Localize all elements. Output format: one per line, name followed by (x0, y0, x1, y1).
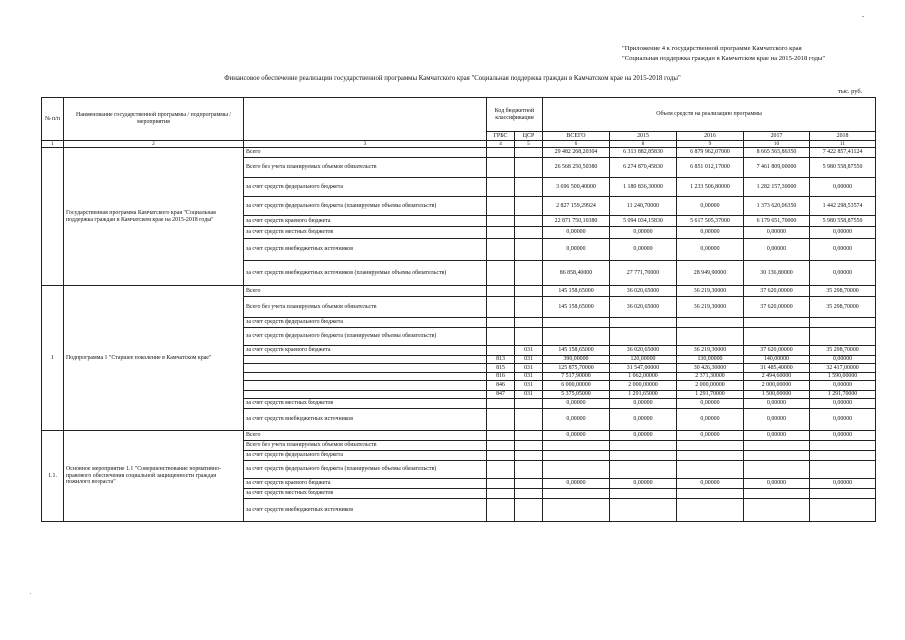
cell-total: 22 871 750,10380 (543, 216, 610, 227)
row-num: 1 (42, 286, 64, 431)
cell-y2017: 2 494,60000 (744, 373, 810, 381)
cell-y2015 (610, 461, 677, 479)
cell-y2016 (677, 499, 744, 522)
cell-y2016: 28 949,90000 (677, 261, 744, 286)
cell-y2015 (610, 451, 677, 461)
cell-grbs (487, 409, 515, 431)
cell-total: 7 517,90000 (543, 373, 610, 381)
cell-y2018: 5 980 558,87550 (810, 216, 876, 227)
cell-y2016 (677, 489, 744, 499)
cell-y2016: 0,00000 (677, 197, 744, 216)
unit-label: тыс. руб. (838, 88, 863, 95)
header-csr: ЦСР (515, 132, 543, 141)
cell-y2015: 0,00000 (610, 239, 677, 261)
funding-source-label: за счет средств краевого бюджета (244, 216, 487, 227)
cell-y2018: 1 590,00000 (810, 373, 876, 381)
funding-source-label (244, 381, 487, 391)
cell-y2017 (744, 328, 810, 346)
cell-y2017: 0,00000 (744, 431, 810, 441)
header-2017: 2017 (744, 132, 810, 141)
header-volume-group: Объем средств на реализацию программы (543, 98, 876, 132)
cell-csr: 031 (515, 356, 543, 364)
cell-y2016: 130,00000 (677, 356, 744, 364)
cell-total: 6 000,00000 (543, 381, 610, 391)
cell-y2017 (744, 441, 810, 451)
cell-grbs (487, 216, 515, 227)
cell-y2016: 36 219,30000 (677, 286, 744, 297)
cell-csr (515, 451, 543, 461)
cell-csr: 031 (515, 346, 543, 356)
cell-y2015 (610, 499, 677, 522)
cell-y2018: 0,00000 (810, 381, 876, 391)
funding-source-label: за счет средств федерального бюджета (244, 178, 487, 197)
cell-csr: 031 (515, 381, 543, 391)
cell-y2017: 2 000,00000 (744, 381, 810, 391)
cell-y2018: 0,00000 (810, 409, 876, 431)
funding-source-label (244, 364, 487, 373)
funding-source-label: за счет средств краевого бюджета (244, 479, 487, 489)
cell-y2016: 36 219,30000 (677, 297, 744, 318)
cell-total: 29 482 268,20304 (543, 148, 610, 158)
cell-y2015: 1 180 836,30000 (610, 178, 677, 197)
cell-grbs (487, 239, 515, 261)
cell-csr (515, 148, 543, 158)
cell-y2016: 0,00000 (677, 227, 744, 239)
cell-y2016 (677, 318, 744, 328)
cell-csr (515, 261, 543, 286)
cell-y2018: 35 298,70000 (810, 297, 876, 318)
cell-csr (515, 227, 543, 239)
cell-grbs (487, 399, 515, 409)
table-row (42, 148, 876, 158)
cell-y2017 (744, 489, 810, 499)
cell-y2018 (810, 461, 876, 479)
cell-y2015: 36 020,65000 (610, 286, 677, 297)
cell-total (543, 499, 610, 522)
funding-source-label: за счет средств федерального бюджета (планируемые объемы обязательств) (244, 328, 487, 346)
funding-source-label: за счет средств федерального бюджета (планируемые объемы обязательств) (244, 197, 487, 216)
cell-y2018: 0,00000 (810, 178, 876, 197)
cell-y2015: 1 291,65000 (610, 391, 677, 399)
cell-y2015: 31 547,00000 (610, 364, 677, 373)
funding-source-label: за счет средств федерального бюджета (244, 451, 487, 461)
header-code-group: Код бюджетной классификации (487, 98, 543, 132)
colnum: 1 (42, 141, 64, 148)
cell-y2018: 32 417,00000 (810, 364, 876, 373)
cell-total (543, 328, 610, 346)
appendix-line-2: "Социальная поддержка граждан в Камчатском крае на 2015-2018 годы" (622, 55, 826, 62)
cell-total (543, 318, 610, 328)
cell-y2016: 0,00000 (677, 239, 744, 261)
funding-source-label: за счет средств федерального бюджета (планируемые объемы обязательств) (244, 461, 487, 479)
cell-y2018 (810, 499, 876, 522)
cell-y2015: 6 313 882,85830 (610, 148, 677, 158)
cell-y2016: 6 851 012,17000 (677, 158, 744, 178)
cell-csr (515, 158, 543, 178)
cell-y2017: 7 461 809,00000 (744, 158, 810, 178)
cell-y2016: 6 879 962,07000 (677, 148, 744, 158)
cell-y2018: 0,00000 (810, 239, 876, 261)
cell-total: 0,00000 (543, 239, 610, 261)
cell-csr (515, 441, 543, 451)
finance-table (41, 97, 876, 522)
cell-grbs (487, 461, 515, 479)
cell-csr: 031 (515, 364, 543, 373)
cell-total: 0,00000 (543, 399, 610, 409)
cell-csr: 031 (515, 373, 543, 381)
cell-y2016: 36 219,30000 (677, 346, 744, 356)
cell-y2016: 1 233 506,80000 (677, 178, 744, 197)
cell-y2017: 8 665 565,86350 (744, 148, 810, 158)
funding-source-label: Всего (244, 431, 487, 441)
funding-source-label: за счет средств краевого бюджета (244, 346, 487, 356)
cell-y2015: 1 062,00000 (610, 373, 677, 381)
cell-y2015 (610, 318, 677, 328)
cell-total: 0,00000 (543, 227, 610, 239)
cell-y2018: 0,00000 (810, 227, 876, 239)
cell-total: 145 158,65000 (543, 346, 610, 356)
funding-source-label (244, 356, 487, 364)
cell-y2015 (610, 441, 677, 451)
cell-grbs (487, 441, 515, 451)
cell-y2016 (677, 451, 744, 461)
cell-y2015: 6 274 870,45830 (610, 158, 677, 178)
colnum: 11 (810, 141, 876, 148)
cell-grbs (487, 499, 515, 522)
cell-grbs (487, 346, 515, 356)
appendix-note (622, 44, 825, 64)
cell-y2016 (677, 461, 744, 479)
program-name: Подпрограмма 1 "Старшее поколение в Камчатском крае" (64, 286, 244, 431)
cell-y2015: 120,00000 (610, 356, 677, 364)
cell-csr (515, 409, 543, 431)
cell-y2018 (810, 489, 876, 499)
cell-csr (515, 461, 543, 479)
cell-total: 26 568 250,50380 (543, 158, 610, 178)
cell-y2018 (810, 318, 876, 328)
cell-y2016: 5 617 505,37000 (677, 216, 744, 227)
row-num: 1.1. (42, 431, 64, 522)
cell-y2017: 37 620,00000 (744, 346, 810, 356)
funding-source-label: за счет средств местных бюджетов (244, 399, 487, 409)
colnum: 2 (64, 141, 244, 148)
cell-y2017: 0,00000 (744, 227, 810, 239)
colnum: 4 (487, 141, 515, 148)
cell-y2017: 6 179 651,70000 (744, 216, 810, 227)
funding-source-label (244, 391, 487, 399)
cell-grbs (487, 286, 515, 297)
cell-y2016: 0,00000 (677, 479, 744, 489)
scan-mark: . (30, 590, 32, 596)
cell-grbs (487, 489, 515, 499)
header-2018: 2018 (810, 132, 876, 141)
cell-y2017 (744, 451, 810, 461)
cell-grbs: 815 (487, 364, 515, 373)
cell-total: 145 158,65000 (543, 286, 610, 297)
cell-csr (515, 479, 543, 489)
header-2016: 2016 (677, 132, 744, 141)
funding-source-label: Всего без учета планируемых объемов обязательств (244, 297, 487, 318)
cell-grbs (487, 328, 515, 346)
cell-grbs: 813 (487, 356, 515, 364)
program-name: Основное мероприятие 1.1 "Совершенствование нормативно-правового обеспечения социальной защищенности граждан пожилого возраста" (64, 431, 244, 522)
funding-source-label: за счет средств федерального бюджета (244, 318, 487, 328)
cell-grbs: 847 (487, 391, 515, 399)
cell-grbs (487, 431, 515, 441)
cell-total (543, 461, 610, 479)
cell-y2018: 35 298,70000 (810, 286, 876, 297)
cell-y2015: 36 020,65000 (610, 346, 677, 356)
cell-y2015 (610, 489, 677, 499)
cell-y2017 (744, 461, 810, 479)
cell-y2018: 5 980 558,87550 (810, 158, 876, 178)
colnum: 10 (744, 141, 810, 148)
cell-grbs (487, 178, 515, 197)
cell-csr (515, 431, 543, 441)
colnum: 3 (244, 141, 487, 148)
cell-y2015: 0,00000 (610, 431, 677, 441)
cell-y2017: 1 373 620,06350 (744, 197, 810, 216)
cell-y2018: 1 291,70000 (810, 391, 876, 399)
colnum: 6 (543, 141, 610, 148)
cell-total: 0,00000 (543, 479, 610, 489)
cell-y2018 (810, 451, 876, 461)
cell-y2017: 0,00000 (744, 239, 810, 261)
cell-total: 2 827 159,29924 (543, 197, 610, 216)
cell-y2015: 11 240,70000 (610, 197, 677, 216)
cell-y2017: 0,00000 (744, 409, 810, 431)
cell-y2015: 5 094 034,15830 (610, 216, 677, 227)
cell-y2016: 2 371,30000 (677, 373, 744, 381)
funding-source-label: Всего без учета планируемых объемов обязательств (244, 441, 487, 451)
cell-total: 86 858,40000 (543, 261, 610, 286)
cell-grbs (487, 318, 515, 328)
cell-y2017: 30 136,80000 (744, 261, 810, 286)
header-num: № п/п (42, 98, 64, 141)
cell-grbs (487, 227, 515, 239)
cell-total (543, 489, 610, 499)
cell-csr (515, 489, 543, 499)
cell-y2015: 27 771,70000 (610, 261, 677, 286)
cell-y2018: 0,00000 (810, 431, 876, 441)
cell-csr (515, 328, 543, 346)
cell-y2016: 0,00000 (677, 431, 744, 441)
cell-csr (515, 297, 543, 318)
cell-y2017 (744, 499, 810, 522)
cell-total: 0,00000 (543, 409, 610, 431)
header-2015: 2015 (610, 132, 677, 141)
cell-grbs (487, 451, 515, 461)
cell-y2017: 0,00000 (744, 479, 810, 489)
cell-grbs (487, 148, 515, 158)
funding-source-label: за счет средств внебюджетных источников (244, 239, 487, 261)
colnum: 9 (677, 141, 744, 148)
cell-csr (515, 216, 543, 227)
cell-y2015 (610, 328, 677, 346)
cell-y2018: 7 422 857,41124 (810, 148, 876, 158)
cell-csr (515, 399, 543, 409)
cell-csr (515, 178, 543, 197)
cell-grbs: 816 (487, 373, 515, 381)
funding-source-label: за счет средств местных бюджетов (244, 227, 487, 239)
cell-y2015: 0,00000 (610, 399, 677, 409)
cell-y2017: 1 282 157,30000 (744, 178, 810, 197)
cell-y2017: 1 500,00000 (744, 391, 810, 399)
cell-total (543, 441, 610, 451)
cell-y2015: 36 020,65000 (610, 297, 677, 318)
cell-y2015: 0,00000 (610, 479, 677, 489)
colnum: 8 (610, 141, 677, 148)
cell-y2018: 0,00000 (810, 479, 876, 489)
cell-y2016 (677, 441, 744, 451)
cell-total: 145 158,65000 (543, 297, 610, 318)
table-row (42, 431, 876, 441)
funding-source-label: Всего (244, 286, 487, 297)
cell-csr (515, 239, 543, 261)
cell-grbs (487, 297, 515, 318)
cell-csr (515, 197, 543, 216)
cell-csr (515, 318, 543, 328)
cell-y2016: 0,00000 (677, 409, 744, 431)
cell-y2016: 2 000,00000 (677, 381, 744, 391)
header-name: Наименование государственной программы / подпрограммы / мероприятия (64, 98, 244, 141)
scan-mark: - (862, 14, 864, 20)
cell-total: 0,00000 (543, 431, 610, 441)
cell-csr (515, 499, 543, 522)
header-total: ВСЕГО (543, 132, 610, 141)
cell-grbs (487, 479, 515, 489)
funding-source-label: за счет средств местных бюджетов (244, 489, 487, 499)
header-blank (244, 98, 487, 141)
program-name: Государственная программа Камчатского края "Социальная поддержка граждан в Камчатском крае на 2015-2018 годы" (64, 148, 244, 286)
cell-y2017: 140,00000 (744, 356, 810, 364)
funding-source-label (244, 373, 487, 381)
colnum: 5 (515, 141, 543, 148)
cell-y2018 (810, 441, 876, 451)
cell-y2018: 0,00000 (810, 356, 876, 364)
document-title: Финансовое обеспечение реализации государственной программы Камчатского края "Социальная поддержка граждан в Камчатском крае на 2015-2018 годы" (224, 75, 681, 82)
appendix-line-1: "Приложение 4 к государственной программе Камчатского края (622, 45, 802, 52)
funding-source-label: за счет средств внебюджетных источников (244, 499, 487, 522)
cell-y2017: 37 620,00000 (744, 297, 810, 318)
cell-y2018: 0,00000 (810, 399, 876, 409)
cell-grbs: 846 (487, 381, 515, 391)
cell-y2018: 0,00000 (810, 261, 876, 286)
cell-grbs (487, 197, 515, 216)
table-row (42, 286, 876, 297)
cell-total: 390,00000 (543, 356, 610, 364)
cell-y2017: 37 620,00000 (744, 286, 810, 297)
header-grbs: ГРБС (487, 132, 515, 141)
cell-y2018: 35 298,70000 (810, 346, 876, 356)
cell-y2016: 0,00000 (677, 399, 744, 409)
funding-source-label: Всего (244, 148, 487, 158)
cell-total: 5 375,05000 (543, 391, 610, 399)
cell-y2016: 1 291,70000 (677, 391, 744, 399)
cell-y2017: 0,00000 (744, 399, 810, 409)
cell-y2016 (677, 328, 744, 346)
funding-source-label: за счет средств внебюджетных источников (244, 409, 487, 431)
cell-csr: 031 (515, 391, 543, 399)
cell-csr (515, 286, 543, 297)
cell-total: 3 696 500,40000 (543, 178, 610, 197)
funding-source-label: Всего без учета планируемых объемов обязательств (244, 158, 487, 178)
funding-source-label: за счет средств внебюджетных источников (планируемые объемы обязательств) (244, 261, 487, 286)
cell-total (543, 451, 610, 461)
cell-y2016: 30 426,30000 (677, 364, 744, 373)
cell-grbs (487, 158, 515, 178)
cell-total: 125 875,70000 (543, 364, 610, 373)
cell-y2015: 0,00000 (610, 409, 677, 431)
row-num (42, 148, 64, 286)
cell-y2015: 2 000,00000 (610, 381, 677, 391)
cell-y2018 (810, 328, 876, 346)
cell-y2018: 1 442 298,53574 (810, 197, 876, 216)
cell-y2017: 31 485,40000 (744, 364, 810, 373)
cell-grbs (487, 261, 515, 286)
cell-y2017 (744, 318, 810, 328)
cell-y2015: 0,00000 (610, 227, 677, 239)
